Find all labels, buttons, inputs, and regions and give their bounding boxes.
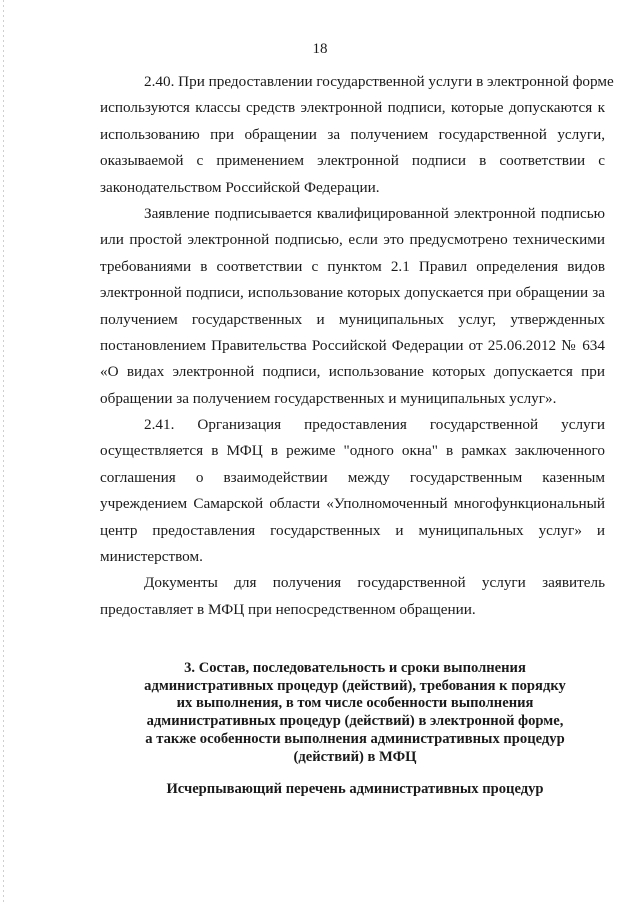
text-line: обращении за получением государственных и муниципальных услуг». <box>100 389 557 407</box>
heading-line: административных процедур (действий), требования к порядку <box>144 677 566 694</box>
page-number: 18 <box>312 41 328 57</box>
text-line: Заявление подписывается квалифицированной электронной подписью <box>144 204 605 222</box>
paragraph-2-40 <box>100 69 614 201</box>
text-line: соглашения о взаимодействии между государственным казенным <box>100 468 605 486</box>
heading-line: их выполнения, в том числе особенности выполнения <box>176 695 534 712</box>
section-subheading: Исчерпывающий перечень административных процедур <box>166 781 544 797</box>
text-line: электронной подписи, использование которых допускается при обращении за <box>100 284 605 302</box>
paragraph-documents <box>100 570 605 623</box>
heading-line: административных процедур (действий) в электронной форме, <box>146 713 564 730</box>
text-line: получением государственных и муниципальных услуг, утвержденных <box>100 310 605 328</box>
heading-line: 3. Состав, последовательность и сроки выполнения <box>184 660 526 676</box>
page-edge-mark <box>3 0 4 905</box>
text-line: оказываемой с применением электронной подписи в соответствии с <box>100 152 605 170</box>
text-line: постановлением Правительства Российской Федерации от 25.06.2012 № 634 <box>100 336 605 354</box>
section-heading <box>110 660 600 766</box>
text-line: или простой электронной подписью, если это предусмотрено техническими <box>100 231 605 249</box>
text-line: осуществляется в МФЦ в режиме "одного окна" в рамках заключенного <box>100 442 605 460</box>
text-line: 2.40. При предоставлении государственной услуги в электронной форме <box>144 73 614 90</box>
text-line: предоставляет в МФЦ при непосредственном обращении. <box>100 600 476 618</box>
text-line: используются классы средств электронной подписи, которые допускаются к <box>100 99 605 117</box>
text-line: использованию при обращении за получением государственной услуги, <box>100 125 605 143</box>
text-line: центр предоставления государственных и муниципальных услуг» и <box>100 521 605 539</box>
text-line: Документы для получения государственной услуги заявитель <box>144 574 605 592</box>
text-line: «О видах электронной подписи, использование которых допускается при <box>100 363 605 381</box>
text-line: требованиями в соответствии с пунктом 2.1 Правил определения видов <box>100 257 605 275</box>
document-body <box>100 69 614 623</box>
paragraph-signature <box>100 201 605 412</box>
paragraph-2-41 <box>100 412 605 570</box>
text-line: министерством. <box>100 548 203 566</box>
text-line: законодательством Российской Федерации. <box>100 178 380 196</box>
heading-line: а также особенности выполнения административных процедур <box>145 730 565 747</box>
text-line: 2.41. Организация предоставления государственной услуги <box>144 416 605 434</box>
heading-line: (действий) в МФЦ <box>293 748 417 765</box>
text-line: учреждением Самарской области «Уполномоченный многофункциональный <box>100 495 605 513</box>
